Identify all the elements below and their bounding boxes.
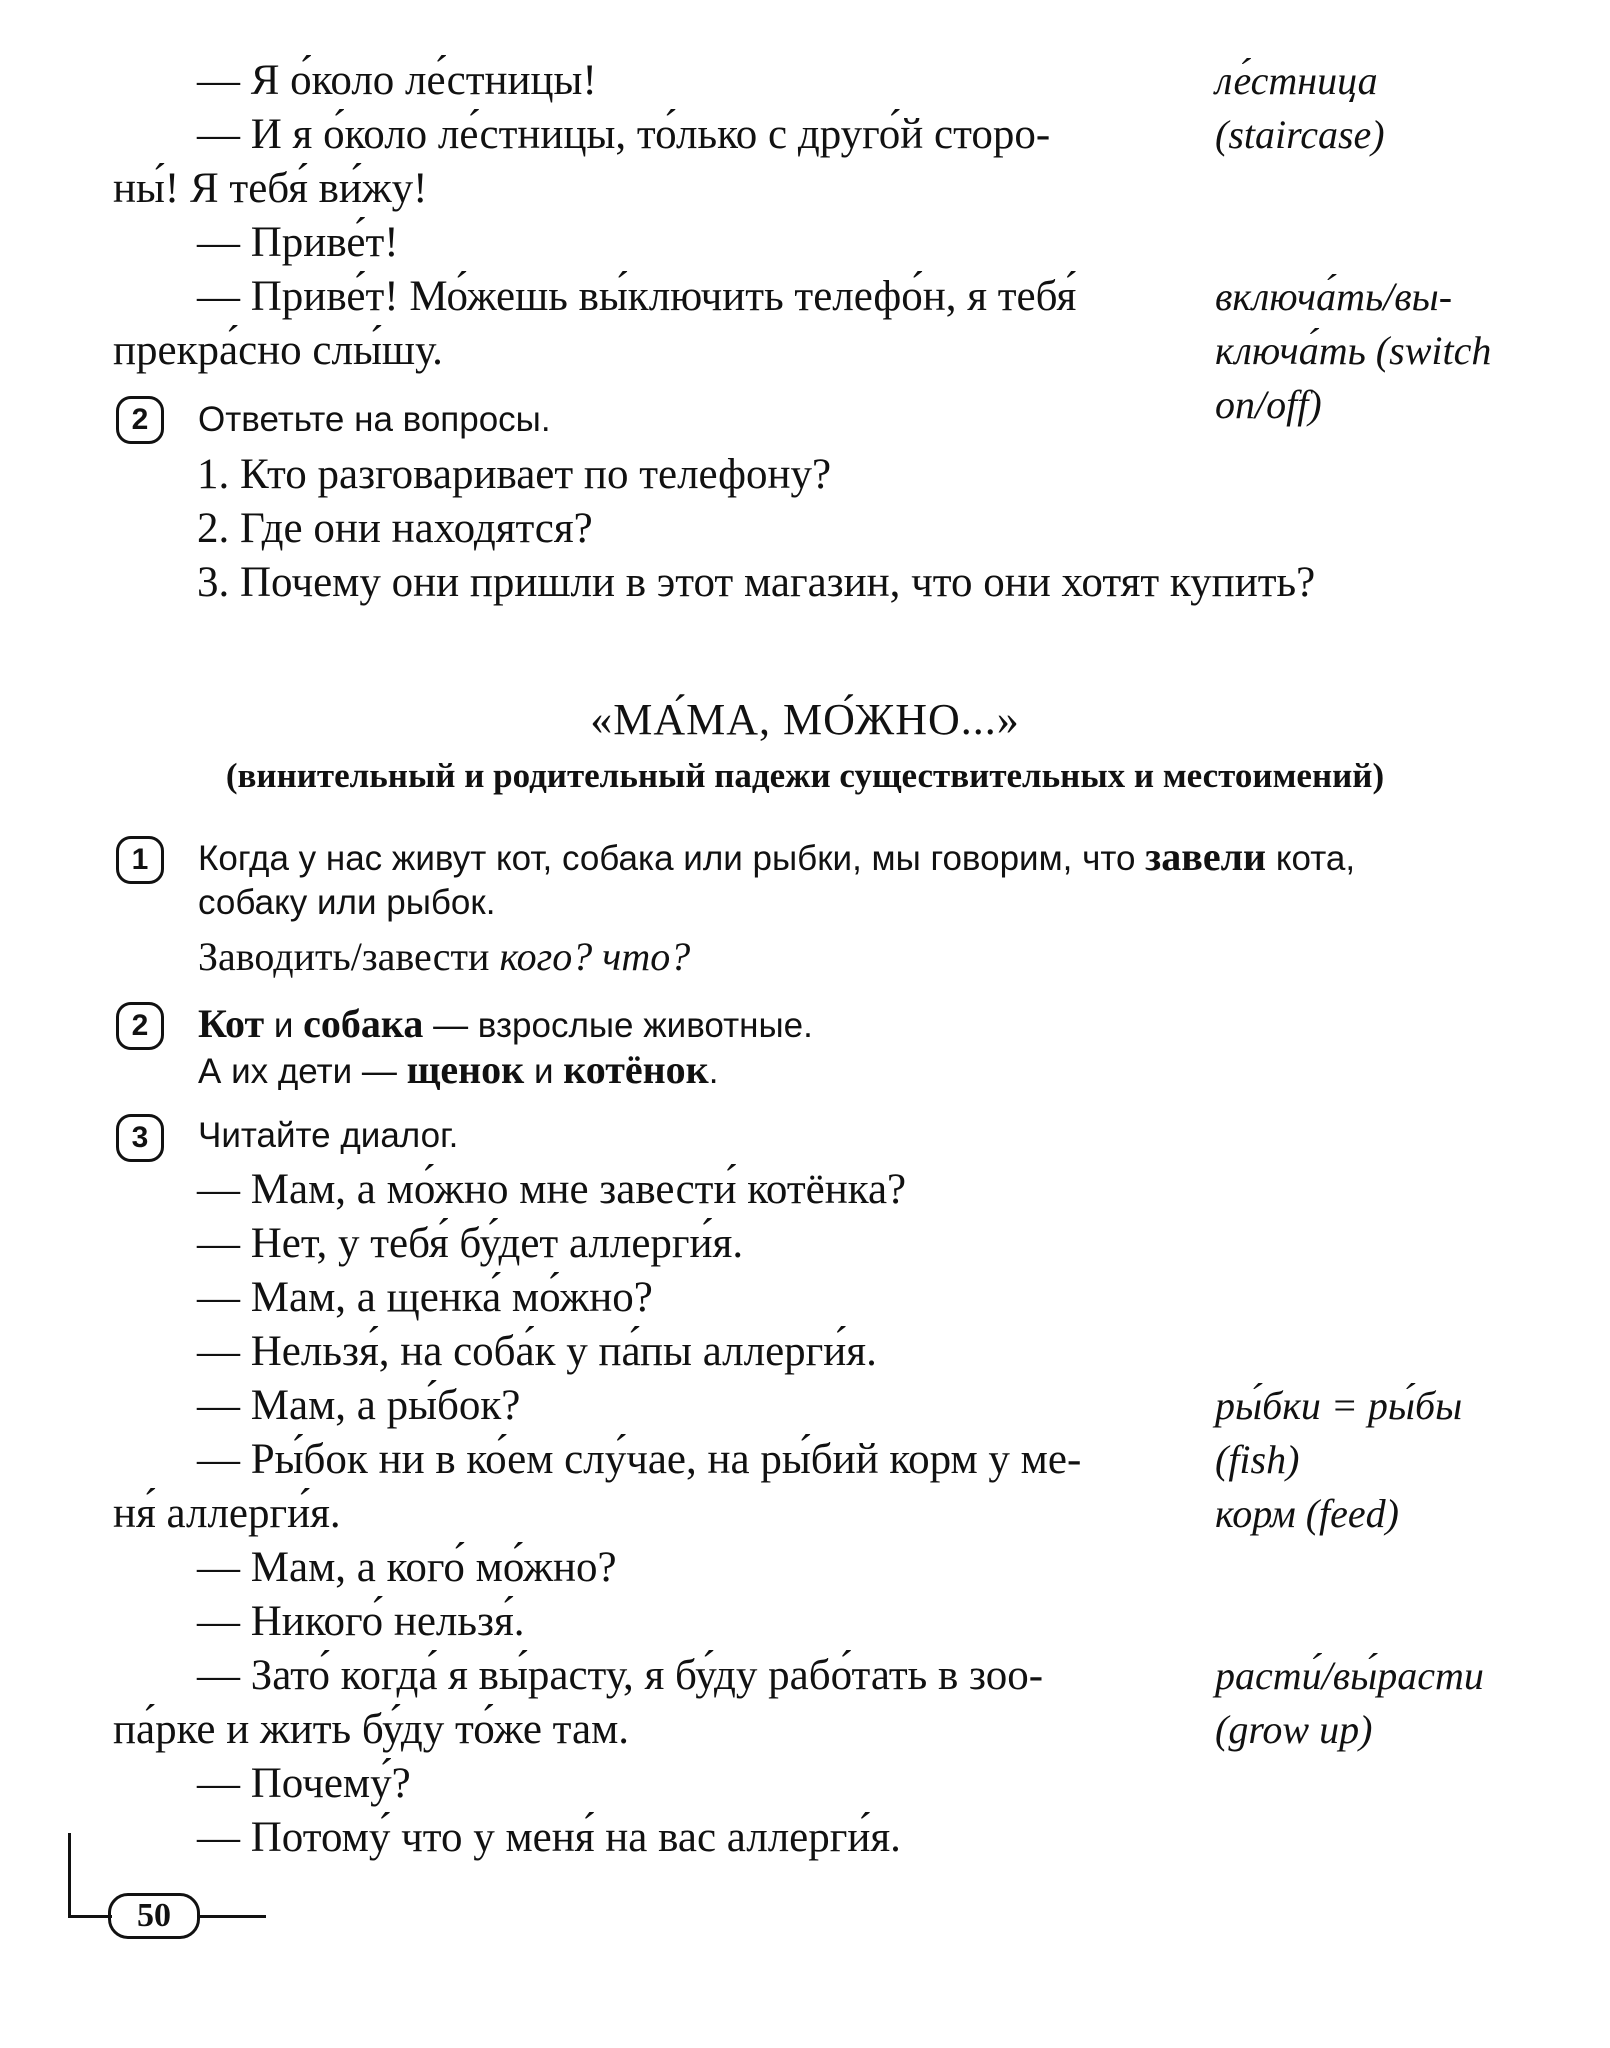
task-text: [198, 1047, 718, 1095]
task-instruction: Читайте диалог.: [198, 1116, 459, 1155]
section-title: «МА́МА, МО́ЖНО...»: [590, 695, 1020, 744]
highlighted-word: щенок: [406, 1047, 525, 1092]
question-item: 3. Почему они пришли в этот магазин, что они хотят купить?: [197, 559, 1316, 606]
dialogue-line: ня́ аллерги́я.: [113, 1490, 341, 1537]
page-corner-rule: [68, 1833, 71, 1918]
task-number-badge: 3: [116, 1114, 164, 1162]
highlighted-word: Кот: [198, 1001, 265, 1046]
highlighted-word: котёнок: [563, 1047, 709, 1092]
verb-pair: Заводить/завести: [198, 934, 500, 979]
task-number-badge: 2: [116, 1002, 164, 1050]
dialogue-line: — Мам, а кого́ мо́жно?: [197, 1544, 617, 1591]
dialogue-line: — Мам, а ры́бок?: [197, 1382, 521, 1429]
verb-pattern: [198, 930, 690, 984]
task-text-part: кота,: [1266, 839, 1356, 878]
task-number-badge: 1: [116, 836, 164, 884]
gloss-translation: (fish): [1215, 1437, 1300, 1482]
gloss-translation: on/off): [1215, 382, 1322, 427]
section-subtitle: (винительный и родительный падежи существительных и местоимений): [225, 756, 1385, 795]
dialogue-line: — Приве́т!: [197, 219, 399, 266]
dialogue-line: па́рке и жить бу́ду то́же там.: [113, 1706, 630, 1753]
task-text-part: и: [264, 1006, 304, 1045]
gloss-term: включа́ть/вы-: [1215, 274, 1453, 319]
gloss-term: ры́бки = ры́бы: [1215, 1383, 1463, 1428]
dialogue-line: — Зато́ когда́ я вы́расту, я бу́ду рабо́тать в зоо-: [197, 1652, 1044, 1699]
dialogue-line: — Мам, а мо́жно мне завести́ котёнка?: [197, 1166, 907, 1213]
question-item: 1. Кто разговаривает по телефону?: [197, 451, 832, 498]
dialogue-line: — Ры́бок ни в ко́ем слу́чае, на ры́бий корм у ме-: [197, 1436, 1082, 1483]
dialogue-line: — Нет, у тебя́ бу́дет аллерги́я.: [197, 1220, 744, 1267]
task-number-badge: 2: [116, 396, 164, 444]
task-text-part: А их дети —: [198, 1052, 407, 1091]
task-text-part: Когда у нас живут кот, собака или рыбки, мы говорим, что: [198, 839, 1146, 878]
case-question: кого? что?: [499, 934, 691, 979]
dialogue-line: ны́! Я тебя́ ви́жу!: [113, 165, 428, 212]
dialogue-line: — Нельзя́, на соба́к у па́пы аллерги́я.: [197, 1328, 877, 1375]
dialogue-line: — Мам, а щенка́ мо́жно?: [197, 1274, 653, 1321]
dialogue-line: — Потому́ что у меня́ на вас аллерги́я.: [197, 1814, 901, 1861]
task-text-part: .: [708, 1052, 719, 1091]
task-text-part: и: [524, 1052, 564, 1091]
task-text: [198, 1001, 813, 1049]
page-corner-rule: [68, 1915, 112, 1918]
gloss-term: расти́/вы́расти: [1215, 1653, 1484, 1698]
gloss-term: ключа́ть (switch: [1215, 328, 1492, 373]
highlighted-word: собака: [303, 1001, 424, 1046]
gloss-term: корм (feed): [1215, 1491, 1399, 1536]
dialogue-line: прекра́сно слы́шу.: [113, 327, 443, 374]
gloss-translation: (staircase): [1215, 112, 1385, 157]
gloss-term: ле́стница: [1215, 58, 1378, 103]
dialogue-line: — Приве́т! Мо́жешь вы́ключить телефо́н, я тебя́: [197, 273, 1077, 320]
dialogue-line: — Почему́?: [197, 1760, 411, 1807]
highlighted-word: завели: [1145, 834, 1267, 879]
page-number: 50: [108, 1893, 200, 1939]
page-corner-rule: [200, 1915, 266, 1918]
dialogue-line: — Я о́коло ле́стницы!: [197, 57, 597, 104]
dialogue-line: — Никого́ нельзя́.: [197, 1598, 525, 1645]
task-text-part: — взрослые животные.: [423, 1006, 813, 1045]
gloss-translation: (grow up): [1215, 1707, 1373, 1752]
question-item: 2. Где они находятся?: [197, 505, 593, 552]
task-text: [198, 834, 1355, 882]
task-text: собаку или рыбок.: [198, 883, 496, 922]
dialogue-line: — И я о́коло ле́стницы, то́лько с друго́й сторо-: [197, 111, 1051, 158]
task-instruction: Ответьте на вопросы.: [198, 400, 551, 439]
